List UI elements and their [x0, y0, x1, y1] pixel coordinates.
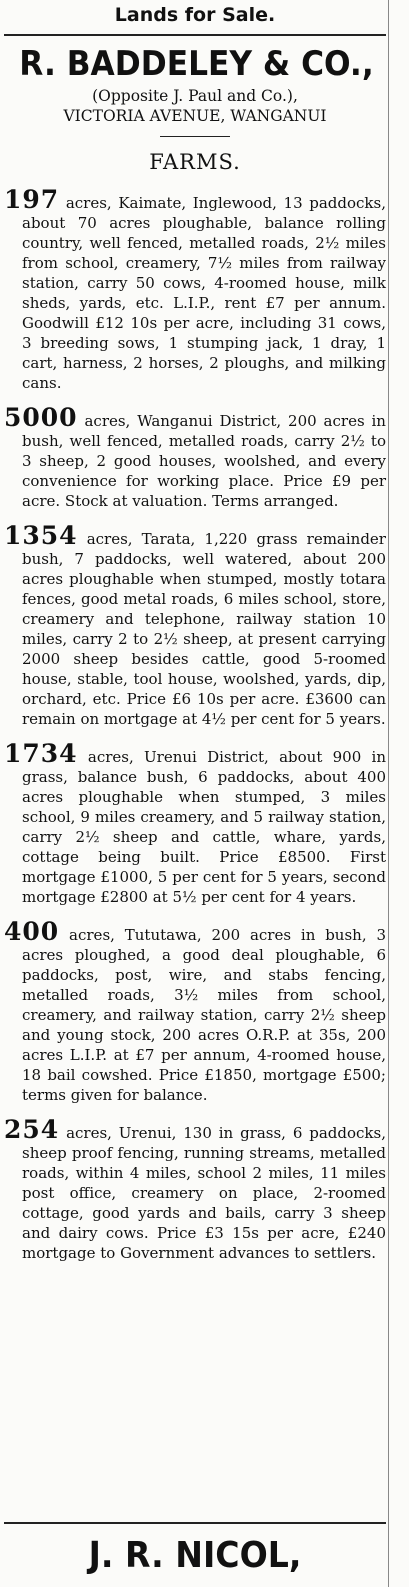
listing-text: acres, Tututawa, 200 acres in bush, 3 acres ploughed, a good deal ploughable, 6 paddocks, post, wire, and stabs fencing, metalled roads, 3½ miles from school, creamery, and railway station, carry 2½ sheep and young stock, 200 acres O.R.P. at 35s, 200 acres L.I.P. at £7 per annum, 4-roomed house, 18 bail cowshed. Price £1850, mortgage £500; terms given for balance. [22, 926, 386, 1104]
listing-text: acres, Tarata, 1,220 grass remainder bush, 7 paddocks, well watered, about 200 acres ploughable when stumped, mostly totara fences, good metal roads, 6 miles school, store, creamery and telephone, railway station 10 miles, carry 2 to 2½ sheep, at present carrying 2000 sheep besides cattle, good 5-roomed house, stable, tool house, woolshed, yards, dip, orchard, etc. Price £6 10s per acre. £3600 can remain on mortgage at 4½ per cent for 5 years. [22, 530, 386, 728]
listing-acres: 197 [4, 185, 60, 214]
firm-address-line-2: VICTORIA AVENUE, WANGANUI [63, 107, 327, 125]
firm-address-line-1: (Opposite J. Paul and Co.), [92, 87, 298, 105]
section-title: FARMS. [149, 150, 241, 174]
section-divider [160, 136, 230, 137]
listings [4, 185, 386, 1263]
footer-rule [4, 1522, 386, 1524]
listing-acres: 254 [4, 1115, 60, 1144]
listing-item [4, 185, 386, 393]
listing-text: acres, Kaimate, Inglewood, 13 paddocks, about 70 acres ploughable, balance rolling country, well fenced, metalled roads, 2½ miles from school, creamery, 7½ miles from railway station, carry 50 cows, 4-roomed house, milk sheds, yards, etc. L.I.P., rent £7 per annum. Goodwill £12 10s per acre, including 31 cows, 3 breeding sows, 1 stumping jack, 1 dray, 1 cart, harness, 2 horses, 2 ploughs, and milking cans. [22, 194, 386, 392]
next-firm-name: J. R. NICOL, [88, 1535, 302, 1576]
listing-text: acres, Wanganui District, 200 acres in bush, well fenced, metalled roads, carry 2½ to 3 sheep, 2 good houses, woolshed, and every convenience for working place. Price £9 per acre. Stock at valuation. Terms arranged. [22, 412, 386, 510]
listing-acres: 1734 [4, 739, 78, 768]
listing-item [4, 521, 386, 729]
firm-name: R. BADDELEY & CO., [19, 44, 374, 84]
listing-acres: 5000 [4, 403, 78, 432]
listing-acres: 400 [4, 917, 60, 946]
listing-item [4, 739, 386, 907]
listing-acres: 1354 [4, 521, 78, 550]
page-heading: Lands for Sale. [114, 4, 276, 26]
listing-item [4, 403, 386, 511]
listing-item [4, 1115, 386, 1263]
column-rule [388, 0, 389, 1587]
next-advertisement [4, 1516, 386, 1578]
listing-item [4, 917, 386, 1105]
listing-text: acres, Urenui, 130 in grass, 6 paddocks, sheep proof fencing, running streams, metalled roads, within 4 miles, school 2 miles, 11 miles post office, creamery on place, 2-roomed cottage, good yards and bails, carry 3 sheep and dairy cows. Price £3 15s per acre, £240 mortgage to Government advances to settlers. [22, 1124, 386, 1262]
heading-rule [4, 34, 386, 36]
listing-text: acres, Urenui District, about 900 in grass, balance bush, 6 paddocks, about 400 acres ploughable when stumped, 3 miles school, 9 miles creamery, and 5 railway station, carry 2½ sheep and cattle, whare, yards, cottage being built. Price £8500. First mortgage £1000, 5 per cent for 5 years, second mortgage £2800 at 5½ per cent for 4 years. [22, 748, 386, 906]
advertisement-column [4, 0, 386, 1576]
